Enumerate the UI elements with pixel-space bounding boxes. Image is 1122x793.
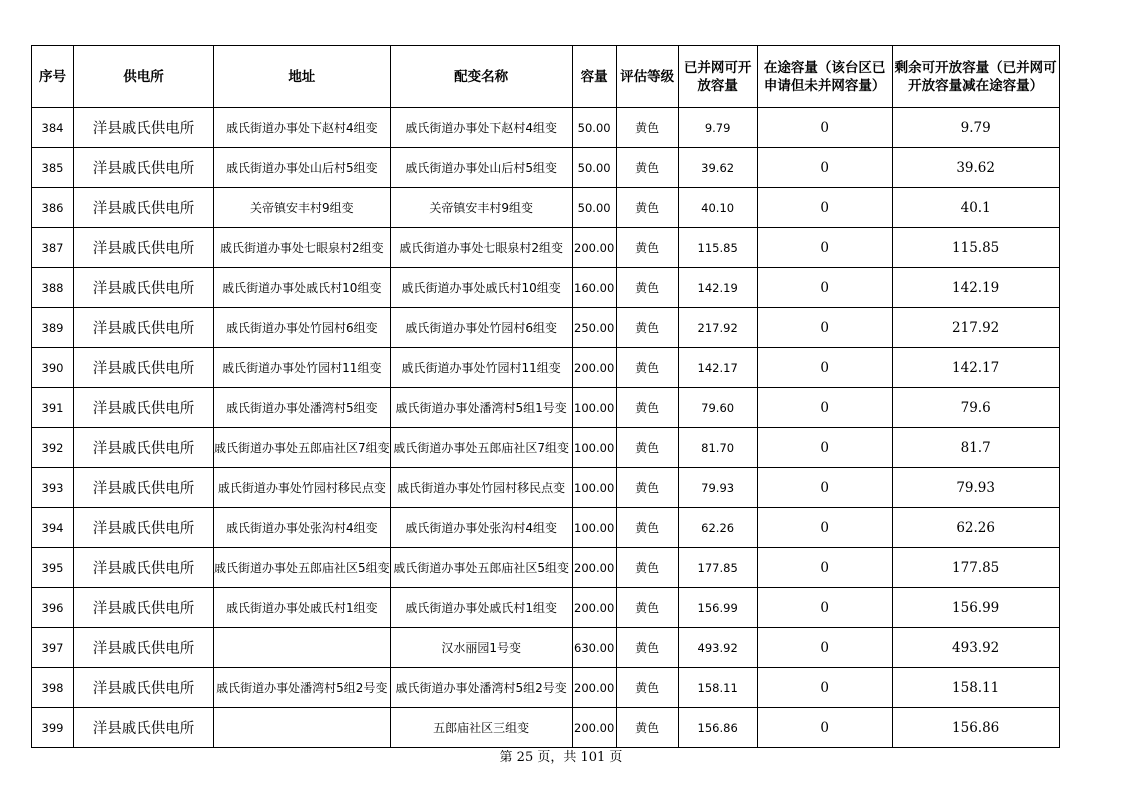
cell-capacity: 100.00 — [572, 388, 616, 428]
cell-transformer-text: 戚氏街道办事处戚氏村1组变 — [405, 601, 557, 615]
cell-transformer — [390, 708, 572, 748]
cell-open-capacity: 40.10 — [678, 188, 757, 228]
cell-address — [214, 268, 391, 308]
cell-level: 黄色 — [616, 188, 678, 228]
cell-remaining: 115.85 — [892, 228, 1059, 268]
header-remaining: 剩余可开放容量（已并网可开放容量减在途容量） — [892, 46, 1059, 108]
cell-in-transit: 0 — [757, 428, 892, 468]
table-body — [32, 108, 1060, 748]
cell-level: 黄色 — [616, 508, 678, 548]
cell-transformer-text: 戚氏街道办事处五郎庙社区5组变 — [393, 561, 569, 575]
cell-seq: 390 — [32, 348, 74, 388]
header-level: 评估等级 — [616, 46, 678, 108]
cell-transformer — [390, 348, 572, 388]
cell-open-capacity: 79.93 — [678, 468, 757, 508]
cell-address — [214, 388, 391, 428]
cell-capacity: 200.00 — [572, 228, 616, 268]
table-row — [32, 148, 1060, 188]
table-row — [32, 268, 1060, 308]
cell-level: 黄色 — [616, 708, 678, 748]
cell-capacity: 200.00 — [572, 548, 616, 588]
cell-address — [214, 628, 391, 668]
cell-remaining: 156.86 — [892, 708, 1059, 748]
table-row — [32, 548, 1060, 588]
cell-supply: 洋县戚氏供电所 — [74, 348, 214, 388]
table-row — [32, 628, 1060, 668]
header-row — [32, 46, 1060, 108]
header-transformer: 配变名称 — [390, 46, 572, 108]
cell-remaining: 79.93 — [892, 468, 1059, 508]
cell-address-text: 关帝镇安丰村9组变 — [250, 201, 354, 215]
cell-supply: 洋县戚氏供电所 — [74, 628, 214, 668]
cell-in-transit: 0 — [757, 708, 892, 748]
cell-seq: 387 — [32, 228, 74, 268]
table-row — [32, 228, 1060, 268]
cell-supply: 洋县戚氏供电所 — [74, 228, 214, 268]
cell-seq: 397 — [32, 628, 74, 668]
cell-transformer-text: 戚氏街道办事处竹园村11组变 — [401, 361, 561, 375]
header-supply: 供电所 — [74, 46, 214, 108]
cell-open-capacity: 142.19 — [678, 268, 757, 308]
cell-open-capacity: 39.62 — [678, 148, 757, 188]
cell-supply: 洋县戚氏供电所 — [74, 308, 214, 348]
cell-transformer-text: 戚氏街道办事处七眼泉村2组变 — [399, 241, 563, 255]
cell-in-transit: 0 — [757, 588, 892, 628]
cell-address — [214, 708, 391, 748]
header-capacity: 容量 — [572, 46, 616, 108]
cell-transformer — [390, 308, 572, 348]
cell-in-transit: 0 — [757, 188, 892, 228]
cell-remaining: 79.6 — [892, 388, 1059, 428]
cell-supply: 洋县戚氏供电所 — [74, 108, 214, 148]
cell-supply: 洋县戚氏供电所 — [74, 508, 214, 548]
table-row — [32, 708, 1060, 748]
cell-supply: 洋县戚氏供电所 — [74, 268, 214, 308]
cell-in-transit: 0 — [757, 348, 892, 388]
cell-open-capacity: 79.60 — [678, 388, 757, 428]
cell-remaining: 142.19 — [892, 268, 1059, 308]
cell-level: 黄色 — [616, 108, 678, 148]
cell-remaining: 39.62 — [892, 148, 1059, 188]
cell-capacity: 50.00 — [572, 148, 616, 188]
cell-level: 黄色 — [616, 588, 678, 628]
table-row — [32, 668, 1060, 708]
cell-capacity: 630.00 — [572, 628, 616, 668]
cell-seq: 391 — [32, 388, 74, 428]
cell-level: 黄色 — [616, 468, 678, 508]
cell-capacity: 100.00 — [572, 468, 616, 508]
cell-address-text: 戚氏街道办事处戚氏村1组变 — [226, 601, 378, 615]
cell-remaining: 158.11 — [892, 668, 1059, 708]
table-row — [32, 588, 1060, 628]
header-open-capacity: 已并网可开放容量 — [678, 46, 757, 108]
cell-transformer-text: 戚氏街道办事处张沟村4组变 — [405, 521, 557, 535]
cell-remaining: 493.92 — [892, 628, 1059, 668]
cell-transformer-text: 戚氏街道办事处竹园村6组变 — [405, 321, 557, 335]
cell-transformer — [390, 108, 572, 148]
cell-address — [214, 548, 391, 588]
cell-address-text: 戚氏街道办事处竹园村11组变 — [222, 361, 382, 375]
cell-address-text: 戚氏街道办事处张沟村4组变 — [226, 521, 378, 535]
cell-address-text: 戚氏街道办事处七眼泉村2组变 — [220, 241, 384, 255]
table-row — [32, 308, 1060, 348]
cell-transformer — [390, 228, 572, 268]
cell-level: 黄色 — [616, 268, 678, 308]
cell-transformer — [390, 468, 572, 508]
cell-seq: 399 — [32, 708, 74, 748]
table-row — [32, 108, 1060, 148]
cell-transformer-text: 戚氏街道办事处山后村5组变 — [405, 161, 557, 175]
cell-capacity: 250.00 — [572, 308, 616, 348]
cell-address — [214, 588, 391, 628]
cell-capacity: 160.00 — [572, 268, 616, 308]
cell-supply: 洋县戚氏供电所 — [74, 588, 214, 628]
cell-in-transit: 0 — [757, 388, 892, 428]
cell-level: 黄色 — [616, 628, 678, 668]
cell-seq: 388 — [32, 268, 74, 308]
cell-in-transit: 0 — [757, 668, 892, 708]
cell-transformer-text: 戚氏街道办事处潘湾村5组2号变 — [395, 681, 567, 695]
table-header — [32, 46, 1060, 108]
table-row — [32, 388, 1060, 428]
cell-capacity: 50.00 — [572, 108, 616, 148]
cell-transformer — [390, 668, 572, 708]
cell-open-capacity: 177.85 — [678, 548, 757, 588]
cell-open-capacity: 9.79 — [678, 108, 757, 148]
cell-level: 黄色 — [616, 428, 678, 468]
cell-supply: 洋县戚氏供电所 — [74, 468, 214, 508]
cell-open-capacity: 142.17 — [678, 348, 757, 388]
cell-level: 黄色 — [616, 228, 678, 268]
cell-transformer-text: 关帝镇安丰村9组变 — [429, 201, 533, 215]
header-in-transit: 在途容量（该台区已申请但未并网容量） — [757, 46, 892, 108]
cell-seq: 389 — [32, 308, 74, 348]
page-footer: 第 25 页，共 101 页 — [499, 750, 623, 765]
header-address: 地址 — [214, 46, 391, 108]
cell-address-text: 戚氏街道办事处潘湾村5组2号变 — [216, 681, 388, 695]
table-row — [32, 508, 1060, 548]
cell-open-capacity: 156.86 — [678, 708, 757, 748]
cell-address — [214, 228, 391, 268]
cell-address — [214, 508, 391, 548]
cell-remaining: 156.99 — [892, 588, 1059, 628]
cell-remaining: 177.85 — [892, 548, 1059, 588]
table-row — [32, 188, 1060, 228]
cell-seq: 384 — [32, 108, 74, 148]
cell-level: 黄色 — [616, 388, 678, 428]
cell-transformer-text: 戚氏街道办事处戚氏村10组变 — [401, 281, 561, 295]
cell-open-capacity: 217.92 — [678, 308, 757, 348]
table-row — [32, 468, 1060, 508]
cell-transformer — [390, 148, 572, 188]
cell-seq: 385 — [32, 148, 74, 188]
cell-level: 黄色 — [616, 148, 678, 188]
cell-in-transit: 0 — [757, 628, 892, 668]
cell-capacity: 200.00 — [572, 708, 616, 748]
cell-level: 黄色 — [616, 548, 678, 588]
cell-transformer-text: 戚氏街道办事处五郎庙社区7组变 — [393, 441, 569, 455]
cell-transformer — [390, 268, 572, 308]
cell-transformer-text: 戚氏街道办事处下赵村4组变 — [405, 121, 557, 135]
cell-supply: 洋县戚氏供电所 — [74, 428, 214, 468]
cell-capacity: 200.00 — [572, 588, 616, 628]
cell-address — [214, 468, 391, 508]
cell-supply: 洋县戚氏供电所 — [74, 548, 214, 588]
cell-in-transit: 0 — [757, 308, 892, 348]
table-row — [32, 428, 1060, 468]
cell-in-transit: 0 — [757, 468, 892, 508]
cell-transformer — [390, 588, 572, 628]
cell-remaining: 9.79 — [892, 108, 1059, 148]
cell-open-capacity: 493.92 — [678, 628, 757, 668]
cell-address — [214, 668, 391, 708]
cell-transformer-text: 戚氏街道办事处竹园村移民点变 — [397, 481, 566, 495]
cell-remaining: 142.17 — [892, 348, 1059, 388]
cell-address-text: 戚氏街道办事处五郎庙社区5组变 — [214, 561, 390, 575]
cell-supply: 洋县戚氏供电所 — [74, 188, 214, 228]
cell-address — [214, 348, 391, 388]
cell-open-capacity: 81.70 — [678, 428, 757, 468]
cell-transformer — [390, 548, 572, 588]
cell-seq: 395 — [32, 548, 74, 588]
cell-address-text: 戚氏街道办事处下赵村4组变 — [226, 121, 378, 135]
cell-seq: 398 — [32, 668, 74, 708]
cell-address — [214, 148, 391, 188]
cell-level: 黄色 — [616, 668, 678, 708]
cell-address-text: 戚氏街道办事处山后村5组变 — [226, 161, 378, 175]
cell-supply: 洋县戚氏供电所 — [74, 388, 214, 428]
cell-in-transit: 0 — [757, 508, 892, 548]
cell-level: 黄色 — [616, 308, 678, 348]
cell-address-text: 戚氏街道办事处戚氏村10组变 — [222, 281, 382, 295]
cell-seq: 386 — [32, 188, 74, 228]
cell-capacity: 200.00 — [572, 348, 616, 388]
cell-supply: 洋县戚氏供电所 — [74, 668, 214, 708]
cell-transformer-text: 五郎庙社区三组变 — [433, 721, 530, 735]
cell-transformer — [390, 388, 572, 428]
cell-address — [214, 428, 391, 468]
cell-transformer-text: 汉水丽园1号变 — [441, 641, 521, 655]
cell-open-capacity: 156.99 — [678, 588, 757, 628]
cell-capacity: 200.00 — [572, 668, 616, 708]
cell-in-transit: 0 — [757, 108, 892, 148]
cell-transformer — [390, 508, 572, 548]
cell-capacity: 100.00 — [572, 508, 616, 548]
cell-address-text: 戚氏街道办事处五郎庙社区7组变 — [214, 441, 390, 455]
cell-open-capacity: 158.11 — [678, 668, 757, 708]
cell-supply: 洋县戚氏供电所 — [74, 148, 214, 188]
cell-in-transit: 0 — [757, 228, 892, 268]
cell-address-text: 戚氏街道办事处潘湾村5组变 — [226, 401, 378, 415]
cell-remaining: 62.26 — [892, 508, 1059, 548]
cell-address — [214, 308, 391, 348]
cell-in-transit: 0 — [757, 148, 892, 188]
cell-address — [214, 188, 391, 228]
cell-open-capacity: 115.85 — [678, 228, 757, 268]
cell-open-capacity: 62.26 — [678, 508, 757, 548]
cell-capacity: 100.00 — [572, 428, 616, 468]
cell-seq: 394 — [32, 508, 74, 548]
cell-seq: 396 — [32, 588, 74, 628]
cell-seq: 392 — [32, 428, 74, 468]
header-seq: 序号 — [32, 46, 74, 108]
cell-capacity: 50.00 — [572, 188, 616, 228]
cell-in-transit: 0 — [757, 268, 892, 308]
cell-address-text: 戚氏街道办事处竹园村6组变 — [226, 321, 378, 335]
cell-remaining: 81.7 — [892, 428, 1059, 468]
cell-transformer — [390, 188, 572, 228]
cell-address-text: 戚氏街道办事处竹园村移民点变 — [217, 481, 386, 495]
cell-transformer — [390, 428, 572, 468]
capacity-table — [31, 45, 1060, 748]
cell-level: 黄色 — [616, 348, 678, 388]
cell-transformer — [390, 628, 572, 668]
cell-transformer-text: 戚氏街道办事处潘湾村5组1号变 — [395, 401, 567, 415]
cell-remaining: 217.92 — [892, 308, 1059, 348]
cell-in-transit: 0 — [757, 548, 892, 588]
cell-remaining: 40.1 — [892, 188, 1059, 228]
table-row — [32, 348, 1060, 388]
cell-address — [214, 108, 391, 148]
cell-supply: 洋县戚氏供电所 — [74, 708, 214, 748]
cell-seq: 393 — [32, 468, 74, 508]
